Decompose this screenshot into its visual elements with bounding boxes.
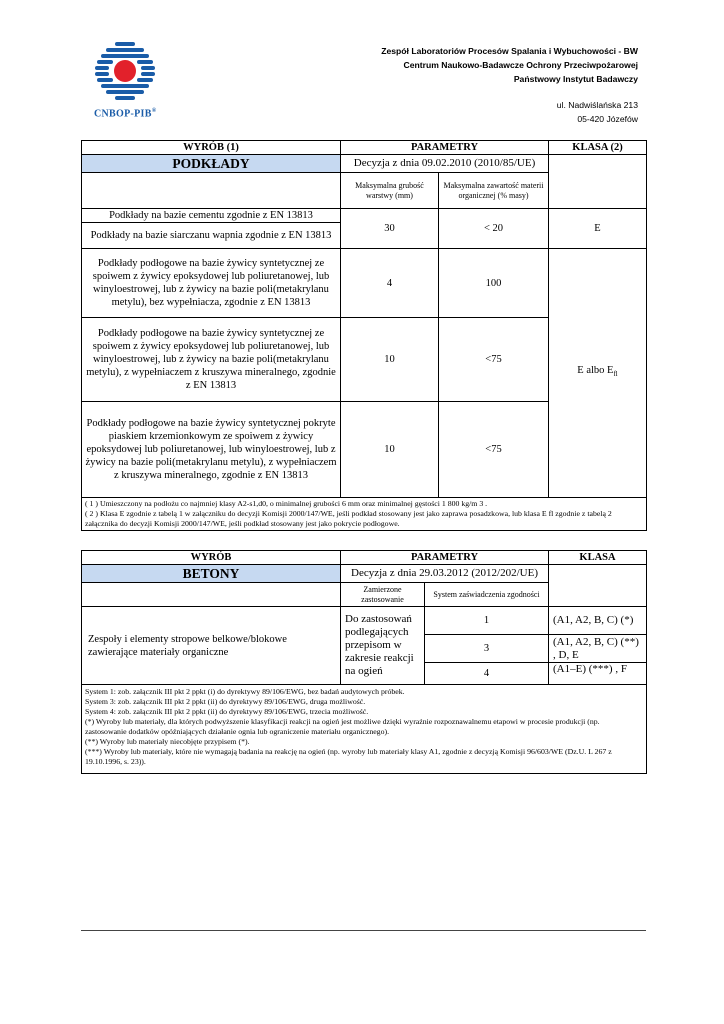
footer-divider xyxy=(81,930,646,931)
organic-value: 100 xyxy=(439,249,549,318)
col-wyrob: WYRÓB xyxy=(82,551,341,565)
footnote-system-4: System 4: zob. załącznik III pkt 2 ppkt (ii) do dyrektywy 89/106/EWG, trzecia możliwość. xyxy=(85,707,369,716)
footnote-row xyxy=(82,685,647,774)
footnote-system-3: System 3: zob. załącznik III pkt 2 ppkt (ii) do dyrektywy 89/106/EWG, druga możliwość. xyxy=(85,697,366,706)
thickness-value: 10 xyxy=(341,402,439,498)
param-organic-header: Maksymalna zawartość materii organicznej (% masy) xyxy=(439,173,549,209)
param-thickness-header: Maksymalna grubość warstwy (mm) xyxy=(341,173,439,209)
footnote-system-1: System 1: zob. załącznik III pkt 2 ppkt (i) do dyrektywy 89/106/EWG, bez badań audytowych próbek. xyxy=(85,687,405,696)
address-block xyxy=(557,98,638,126)
footnote-2: ( 2 ) Klasa E zgodnie z tabelą 1 w załączniku do decyzji Komisji 2000/147/WE, jeśli podkład stosowany jest jako zaprawa posadzkowa, lub klasa E fl zgodnie z tabelą 2 załącznika do decyzji Komisji 2000/147/WE, jeśli podkład stosowany jest jako pokrycie podłogowe. xyxy=(85,509,612,528)
header-line-3: Państwowy Instytut Badawczy xyxy=(513,74,638,84)
section-title: PODKŁADY xyxy=(82,155,341,173)
class-value: (A1, A2, B, C) (*) xyxy=(549,607,647,635)
decision-text: Decyzja z dnia 09.02.2010 (2010/85/UE) xyxy=(341,155,549,173)
table-header-row xyxy=(82,141,647,155)
param-system-header: System zaświadczenia zgodności xyxy=(425,583,549,607)
product-name: Podkłady na bazie siarczanu wapnia zgodnie z EN 13813 xyxy=(82,223,341,249)
table-header-row xyxy=(82,551,647,565)
podklady-table xyxy=(81,140,647,531)
table-row xyxy=(82,209,647,223)
empty-cell xyxy=(82,173,341,209)
class-header-empty xyxy=(549,155,647,209)
product-name: Podkłady na bazie cementu zgodnie z EN 13813 xyxy=(82,209,341,223)
thickness-value: 4 xyxy=(341,249,439,318)
table-row xyxy=(82,249,647,318)
product-name: Podkłady podłogowe na bazie żywicy syntetycznej ze spoiwem z żywicy epoksydowej lub poliuretanowej, lub winyloestrowej, lub z żywicy na bazie poli(metakrylanu metylu), z wypełniaczem z kruszywa mineralnego, zgodnie z EN 13813 xyxy=(82,318,341,402)
col-parametry: PARAMETRY xyxy=(341,141,549,155)
col-wyrob: WYRÓB (1) xyxy=(82,141,341,155)
class-value: E xyxy=(549,209,647,249)
organic-value: < 20 xyxy=(439,209,549,249)
col-klasa: KLASA (2) xyxy=(549,141,647,155)
class-value: (A1, A2, B, C) (**) , D, E xyxy=(549,635,647,663)
thickness-value: 30 xyxy=(341,209,439,249)
betony-table xyxy=(81,550,647,774)
section-row xyxy=(82,155,647,173)
class-value: (A1–E) (***) , F xyxy=(549,663,647,685)
footnote-star-2: (**) Wyroby lub materiały niecobjęte przypisem (*). xyxy=(85,737,250,746)
organic-value: <75 xyxy=(439,402,549,498)
product-name: Zespoły i elementy stropowe belkowe/blokowe zawierające materiały organiczne xyxy=(82,607,341,685)
header-line-1: Zespół Laboratoriów Procesów Spalania i Wybuchowości - BW xyxy=(381,46,638,56)
footnotes xyxy=(82,685,647,774)
section-title: BETONY xyxy=(82,565,341,583)
col-parametry: PARAMETRY xyxy=(341,551,549,565)
footnotes xyxy=(82,498,647,531)
usage-text: Do zastosowań podlegających przepisom w zakresie reakcji na ogień xyxy=(341,607,425,685)
class-header-empty xyxy=(549,565,647,607)
table-row xyxy=(82,607,647,635)
institution-header xyxy=(381,44,638,86)
cnbop-logo xyxy=(92,40,162,106)
organic-value: <75 xyxy=(439,318,549,402)
col-klasa: KLASA xyxy=(549,551,647,565)
class-value: E albo $E_{fl}$ xyxy=(549,249,647,498)
footnote-1: ( 1 ) Umieszczony na podłożu co najmniej klasy A2-s1,d0, o minimalnej grubości 6 mm oraz minimalnej gęstości 1 800 kg/m 3 . xyxy=(85,499,488,508)
empty-cell xyxy=(82,583,341,607)
footnote-row xyxy=(82,498,647,531)
thickness-value: 10 xyxy=(341,318,439,402)
footnote-star-3: (***) Wyroby lub materiały, które nie wymagają badania na reakcję na ogień (np. wyroby lub materiały klasy A1, zgodnie z decyzją Komisji 96/603/WE (Dz.U. L 267 z 19.10.1996, s. 23)). xyxy=(85,747,612,766)
logo-text: CNBOP-PIB® xyxy=(94,108,157,120)
param-usage-header: Zamierzone zastosowanie xyxy=(341,583,425,607)
address-city: 05-420 Józefów xyxy=(577,114,638,124)
address-street: ul. Nadwiślańska 213 xyxy=(556,100,638,110)
product-name: Podkłady podłogowe na bazie żywicy syntetycznej pokryte piaskiem krzemionkowym ze spoiwem z żywicy epoksydowej lub poliuretanowej, lub winyloestrowej, lub z żywicy na bazie poli(metakrylanu metylu), z wypełniaczem z kruszywa mineralnego, zgodnie z EN 13813 xyxy=(82,402,341,498)
footnote-star-1: (*) Wyroby lub materiały, dla których podwyższenie klasyfikacji reakcji na ogień jest możliwe dzięki wyraźnie rozpoznawalnemu etapowi w procesie produkcji (np. zastosowanie dodatków opóźniających działanie ognia lub ograniczenie materiału organicznego). xyxy=(85,717,600,736)
system-value: 3 xyxy=(425,635,549,663)
system-value: 1 xyxy=(425,607,549,635)
system-value: 4 xyxy=(425,663,549,685)
logo-emblem-icon xyxy=(92,40,158,106)
section-row xyxy=(82,565,647,583)
product-name: Podkłady podłogowe na bazie żywicy syntetycznej ze spoiwem z żywicy epoksydowej lub poliuretanowej, lub winyloestrowej, lub z żywicy na bazie poli(metakrylanu metylu), bez wypełniacza, zgodnie z EN 13813 xyxy=(82,249,341,318)
decision-text: Decyzja z dnia 29.03.2012 (2012/202/UE) xyxy=(341,565,549,583)
header-line-2: Centrum Naukowo-Badawcze Ochrony Przeciwpożarowej xyxy=(403,60,638,70)
